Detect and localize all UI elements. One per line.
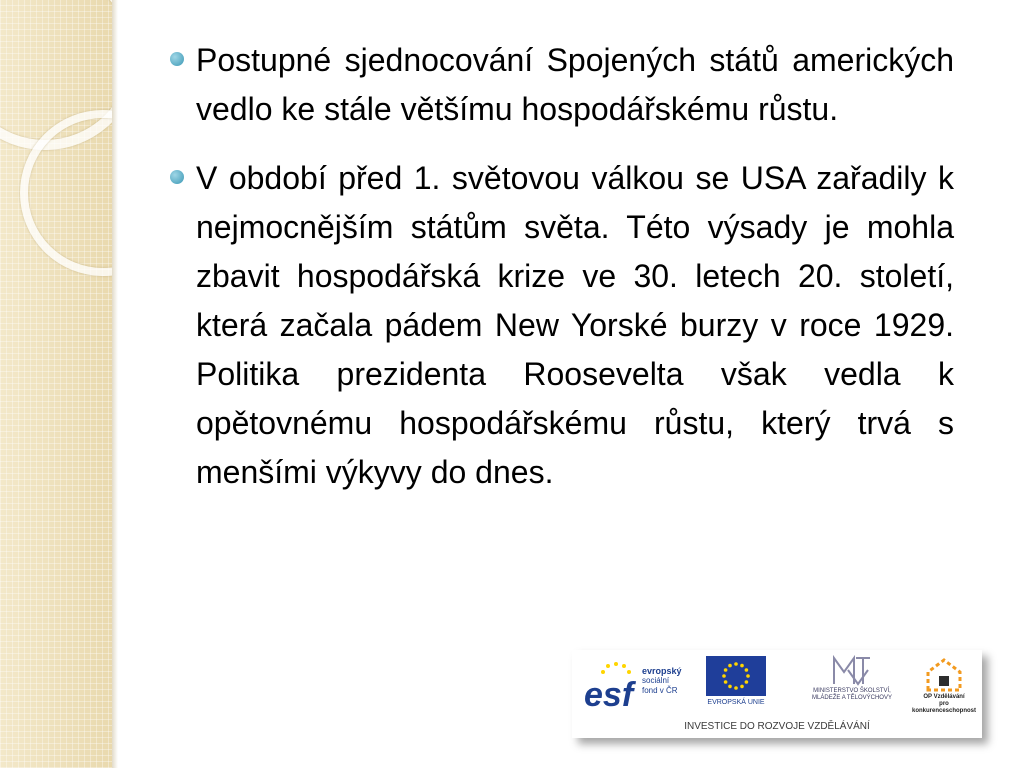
investment-tagline: INVESTICE DO ROZVOJE VZDĚLÁVÁNÍ <box>684 721 870 732</box>
esf-text <box>642 666 682 696</box>
esf-line: fond v ČR <box>642 686 678 695</box>
slide-content <box>170 36 954 517</box>
esf-mark-icon <box>582 658 638 712</box>
eu-logo <box>702 656 770 712</box>
bullet-text: Postupné sjednocování Spojených států amerických vedlo ke stále většímu hospodářskému růstu. <box>196 42 954 127</box>
op-line: OP Vzdělávání <box>923 694 965 700</box>
msmt-mark-icon <box>804 654 900 688</box>
bullet-dot-icon <box>170 170 184 184</box>
bullet-text: V období před 1. světovou válkou se USA zařadily k nejmocnějším státům světa. Této výsady je mohla zbavit hospodářská krize ve 30. letech 20. století, která začala pádem New Yorské burzy v roce 1929. Politika prezidenta Roosevelta však vedla k opětovnému hospodářskému růstu, který trvá s menšími výkyvy do dnes. <box>196 160 954 490</box>
esf-logo <box>582 658 702 712</box>
msmt-logo <box>804 654 900 712</box>
decorative-side-strip <box>0 0 112 768</box>
esf-line: evropský <box>642 666 682 676</box>
esf-line: sociální <box>642 676 670 685</box>
msmt-caption <box>804 688 900 702</box>
op-house-icon <box>908 654 980 694</box>
op-logo <box>908 654 980 716</box>
op-line: pro konkurenceschopnost <box>911 701 976 714</box>
bullet-item <box>170 36 954 134</box>
eu-caption: EVROPSKÁ UNIE <box>707 699 765 706</box>
op-caption <box>908 694 980 715</box>
strip-shadow <box>112 0 118 768</box>
funding-logo-banner <box>572 650 982 738</box>
eu-flag-icon <box>706 656 766 696</box>
bullet-item <box>170 154 954 497</box>
bullet-dot-icon <box>170 52 184 66</box>
svg-text:esf: esf <box>584 676 634 712</box>
msmt-line: MLÁDEŽE A TĚLOVÝCHOVY <box>812 695 892 701</box>
msmt-line: MINISTERSTVO ŠKOLSTVÍ, <box>813 688 891 694</box>
